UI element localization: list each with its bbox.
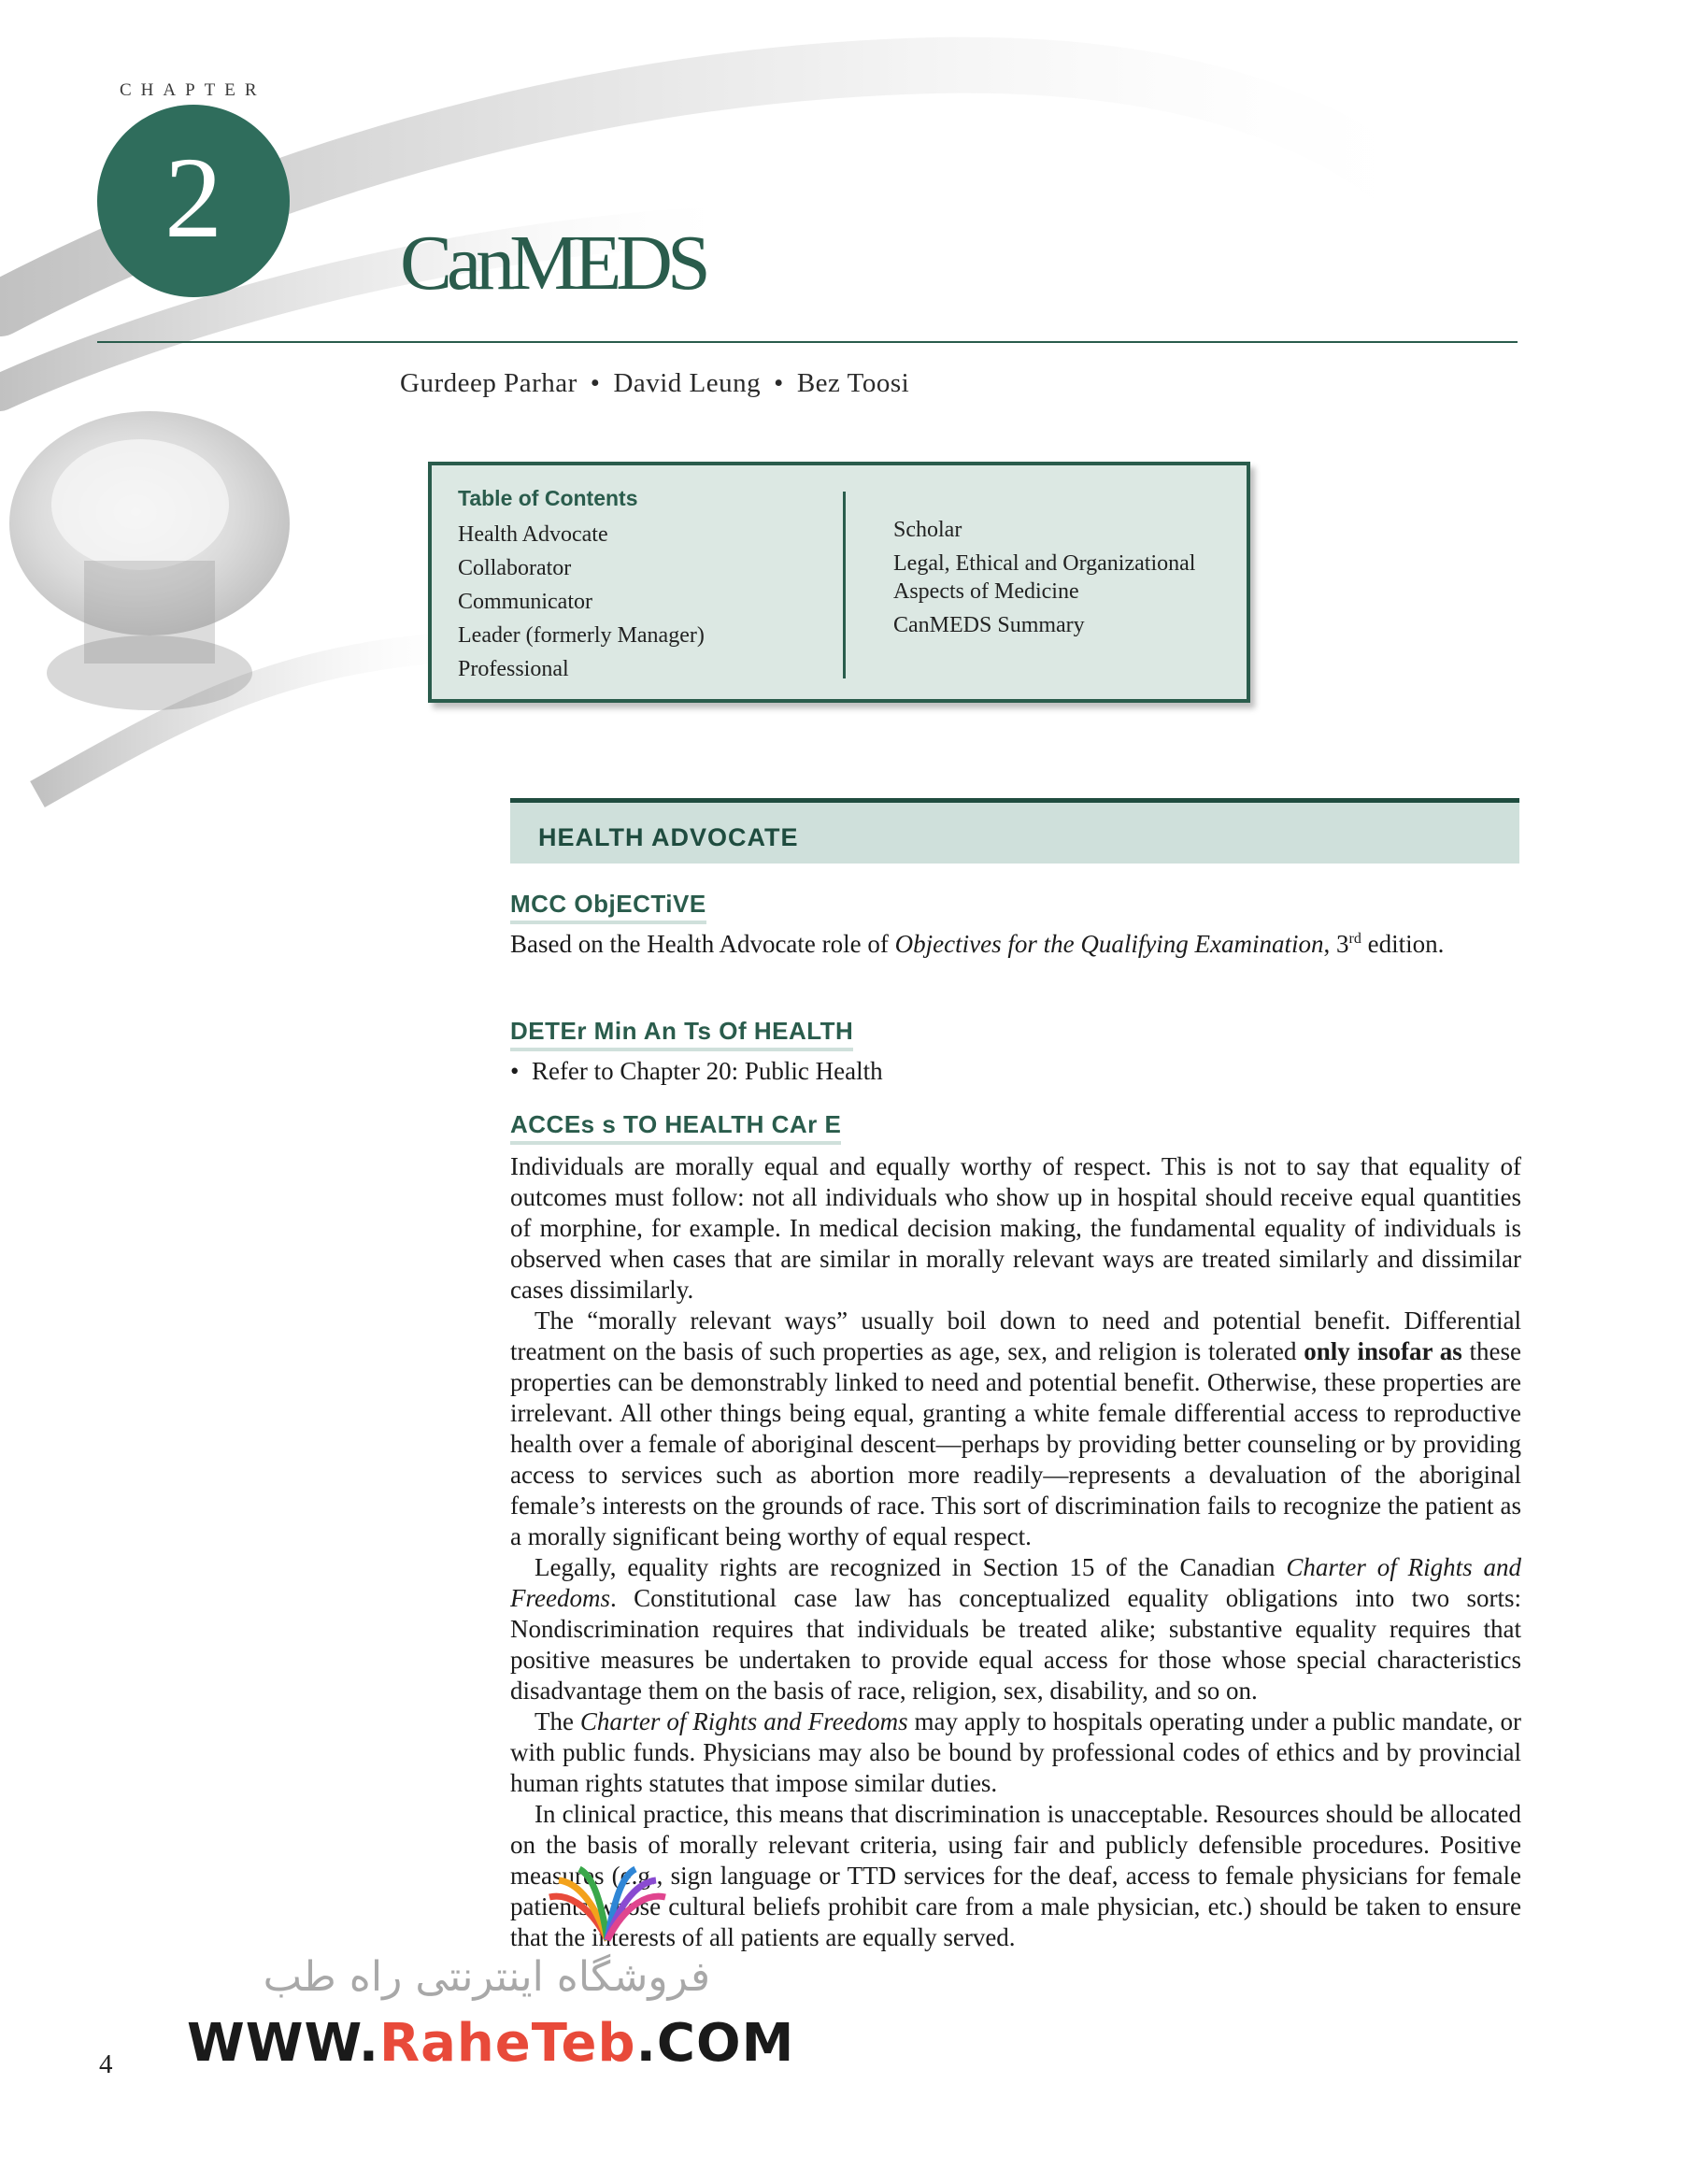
toc-heading: Table of Contents: [458, 486, 638, 510]
author-separator: •: [774, 368, 784, 398]
paragraph-5: In clinical practice, this means that discrimination is unacceptable. Resources should be allocated on the basis of morally relevant criteria, using fair and publicly defensible procedures. Positive measures (e.g., sign language or TTD services for the deaf, access to female physicians for female patients whose cultural beliefs prohibit care from a male physician, etc.) should be taken to ensure that the interests of all patients are equally served.: [510, 1800, 1521, 1951]
bold-run: only insofar as: [1304, 1337, 1462, 1365]
paragraph-1: Individuals are morally equal and equally worthy of respect. This is not to say that equality of outcomes must follow: not all individuals who show up in hospital should receive equal quantities of morphine, for example. In medical decision making, the fundamental equality of individuals is observed when cases that are similar in morally relevant ways are treated similarly and dissimilar cases dissimilarly.: [510, 1152, 1521, 1304]
url-prefix: WWW.: [187, 2013, 380, 2074]
book-logo-icon: [542, 1865, 673, 1949]
italic-title: Objectives for the Qualifying Examination: [894, 930, 1324, 958]
chapter-number-badge: [97, 105, 290, 297]
bullet-icon: •: [510, 1057, 520, 1085]
text-run: Legally, equality rights are recognized in Section 15 of the Canadian: [535, 1553, 1287, 1581]
section-header-band: [510, 798, 1519, 864]
mcc-objective-text: [510, 929, 1521, 960]
subheading-mcc-objective: MCC ObjECTiVE: [510, 890, 706, 924]
text-run: these properties can be demonstrably linked to need and potential benefit. Otherwise, these properties are irrelevant. All other things being equal, granting a white female differential access to reproductive health over a female of aboriginal descent—perhaps by providing better counseling or by providing access to services such as abortion more readily—represents a devaluation of the aboriginal female’s interests on the grounds of race. This sort of discrimination fails to recognize the patient as a morally significant being worthy of equal respect.: [510, 1337, 1522, 1550]
text-run: Based on the Health Advocate role of: [510, 930, 895, 958]
italic-run: Charter of Rights and Freedoms: [579, 1707, 908, 1735]
watermark-url[interactable]: [187, 2013, 794, 2074]
text-run: edition.: [1361, 930, 1445, 958]
text-run: The “morally relevant ways” usually boil down to need and potential benefit. Differential treatment on the basis of such properties as age, sex, and religion is tolerated: [510, 1306, 1521, 1365]
watermark: [187, 1860, 860, 2084]
toc-item-health-advocate[interactable]: Health Advocate: [458, 522, 608, 547]
superscript: rd: [1348, 931, 1361, 947]
watermark-persian-text: فروشگاه اینترنتی راه طب: [263, 1953, 710, 2001]
toc-item-legal-ethical[interactable]: Legal, Ethical and Organizational Aspects of Medicine: [893, 551, 1196, 604]
paragraph-3: [510, 1552, 1521, 1706]
author-name: Gurdeep Parhar: [400, 368, 577, 398]
chapter-label: CHAPTER: [120, 80, 266, 100]
italic-run: Charter of Rights and Freedoms: [510, 1553, 1522, 1612]
list-item: Refer to Chapter 20: Public Health: [531, 1057, 883, 1085]
text-run: may apply to hospitals operating under a public mandate, or with public funds. Physicians may also be bound by professional codes of ethics and by provincial human rights statutes that impose similar duties.: [510, 1707, 1521, 1797]
toc-item-canmeds-summary[interactable]: CanMEDS Summary: [893, 613, 1085, 637]
text-run: , 3: [1323, 930, 1349, 958]
url-brand: RaheTeb: [379, 2013, 636, 2074]
chapter-title: CanMEDS: [400, 220, 706, 307]
chapter-number: 2: [164, 134, 222, 262]
paragraph-4: [510, 1706, 1521, 1799]
toc-item-leader[interactable]: Leader (formerly Manager): [458, 623, 705, 648]
author-name: David Leung: [613, 368, 762, 398]
author-separator: •: [590, 368, 601, 398]
subheading-determinants-of-health: DETEr Min An Ts Of HEALTH: [510, 1017, 853, 1051]
subheading-access-to-health-care: ACCEs s TO HEALTH CAr E: [510, 1110, 841, 1145]
toc-left-column: [458, 518, 705, 686]
toc-item-collaborator[interactable]: Collaborator: [458, 556, 572, 580]
page-number: 4: [99, 2049, 113, 2079]
author-list: [400, 368, 909, 399]
author-name: Bez Toosi: [796, 368, 910, 398]
url-suffix: .COM: [635, 2013, 795, 2074]
toc-item-professional[interactable]: Professional: [458, 657, 569, 681]
determinants-list: [510, 1056, 1521, 1087]
access-body-text: [510, 1151, 1521, 1953]
section-title: HEALTH ADVOCATE: [538, 823, 799, 851]
toc-divider: [843, 492, 846, 678]
toc-right-column: [893, 516, 1239, 645]
text-run: The: [535, 1707, 580, 1735]
table-of-contents: [428, 462, 1250, 703]
title-divider: [97, 341, 1518, 343]
toc-item-communicator[interactable]: Communicator: [458, 590, 592, 614]
text-run: . Constitutional case law has conceptualized equality obligations into two sorts: Nondiscrimination requires that individuals be treated alike; substantive equality requires that positive measures be undertaken to provide equal access for those whose special characteristics disadvantage them on the basis of race, religion, sex, disability, and so on.: [510, 1584, 1521, 1705]
paragraph-2: [510, 1306, 1521, 1552]
toc-item-scholar[interactable]: Scholar: [893, 518, 962, 542]
